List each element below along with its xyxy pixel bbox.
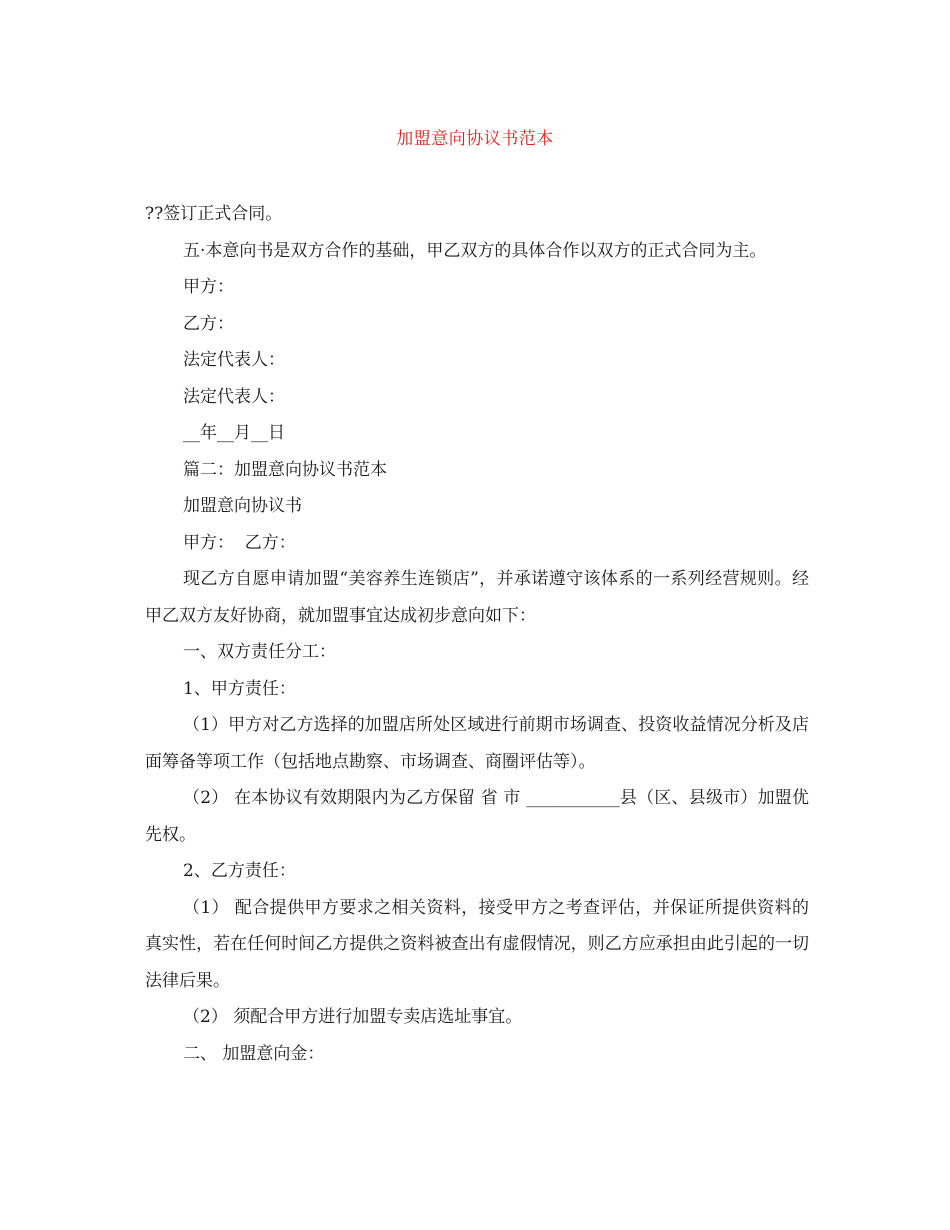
paragraph: （1）甲方对乙方选择的加盟店所处区域进行前期市场调查、投资收益情况分析及店面筹备等项工作（包括地点勘察、市场调查、商圈评估等）。 bbox=[145, 715, 809, 772]
paragraph: 乙方： bbox=[183, 313, 234, 334]
document-body bbox=[145, 196, 809, 1072]
document-title: 加盟意向协议书范本 bbox=[396, 129, 554, 149]
paragraph: 2、乙方责任： bbox=[183, 861, 296, 881]
paragraph: 篇二：加盟意向协议书范本 bbox=[183, 459, 387, 480]
paragraph: 甲方： bbox=[183, 277, 234, 297]
paragraph: 加盟意向协议书 bbox=[183, 496, 302, 516]
paragraph: ??签订正式合同。 bbox=[145, 204, 283, 224]
paragraph: 一、双方责任分工： bbox=[183, 642, 336, 662]
paragraph: 甲方： 乙方： bbox=[183, 532, 296, 553]
paragraph: 法定代表人： bbox=[183, 350, 285, 370]
paragraph: __年__月__日 bbox=[183, 423, 285, 443]
paragraph: 二、 加盟意向金： bbox=[183, 1043, 325, 1064]
paragraph: 五·本意向书是双方合作的基础，甲乙双方的具体合作以双方的正式合同为主。 bbox=[183, 240, 767, 261]
paragraph: （1） 配合提供甲方要求之相关资料，接受甲方之考查评估，并保证所提供资料的真实性，若在任何时间乙方提供之资料被查出有虚假情况，则乙方应承担由此引起的一切法律后果。 bbox=[145, 897, 809, 991]
paragraph: 1、甲方责任： bbox=[183, 678, 296, 699]
paragraph: 现乙方自愿申请加盟“美容养生连锁店”，并承诺遵守该体系的一系列经营规则。经甲乙双方友好协商，就加盟事宜达成初步意向如下： bbox=[145, 569, 809, 626]
paragraph: （2） 在本协议有效期限内为乙方保留 省 市 ___________县（区、县级市）加盟优先权。 bbox=[145, 788, 809, 845]
paragraph: 法定代表人： bbox=[183, 386, 285, 407]
paragraph: （2） 须配合甲方进行加盟专卖店选址事宜。 bbox=[183, 1007, 523, 1027]
